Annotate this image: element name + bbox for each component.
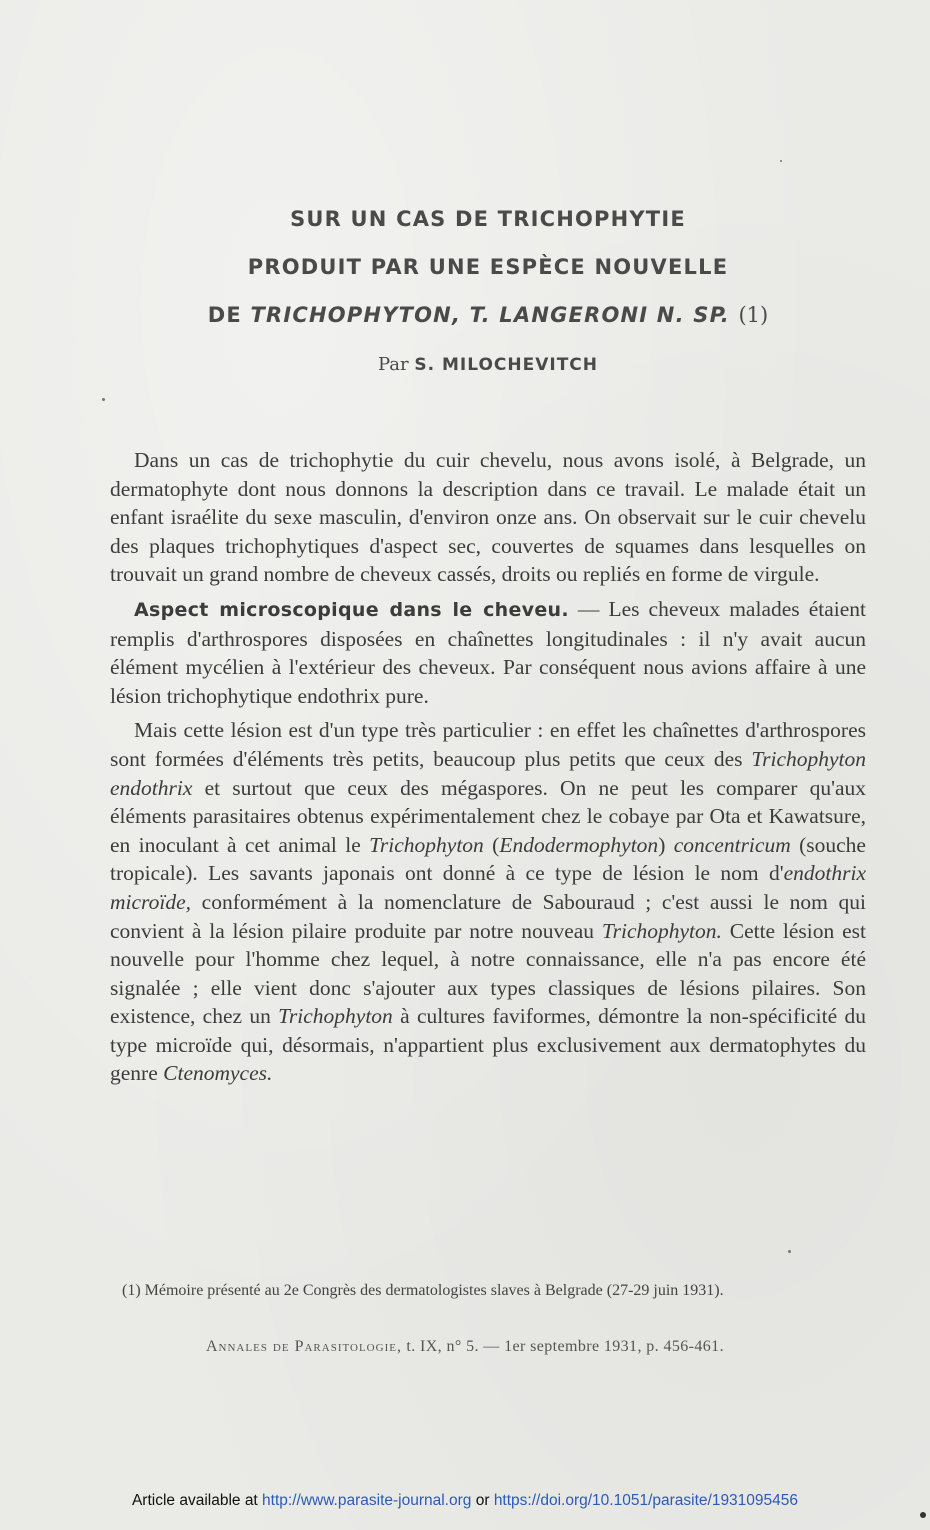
p3-text-a: Mais cette lésion est d'un type très particulier : en effet les chaînettes d'arthrospores sont formées d'éléments très petits, beaucoup plus petits que ceux des bbox=[110, 718, 866, 771]
article-title bbox=[0, 200, 930, 344]
journal-name: Annales de Parasitologie, bbox=[205, 1338, 402, 1355]
paragraph-2-text: — Les cheveux malades étaient remplis d'arthrospores disposées en chaînettes longitudinales : il n'y avait aucun élément mycélien à l'extérieur des cheveux. Par conséquent nous avions affaire à une lésion trichophytique endothrix pure. bbox=[110, 596, 866, 708]
journal-reference bbox=[0, 1338, 930, 1356]
scan-speck bbox=[780, 160, 782, 162]
scan-speck bbox=[920, 1512, 926, 1518]
banner-prefix: Article available at bbox=[131, 1492, 263, 1509]
availability-banner bbox=[0, 1492, 930, 1510]
banner-middle: or bbox=[471, 1492, 494, 1509]
p3-text-k: conformément à la nomenclature de Sabouraud ; c'est aussi le nom qui convient à la lésion pilaire produite par notre nouveau bbox=[110, 889, 866, 943]
p3-text-i: (souche tropicale). Les savants japonais ont donné à ce type de lésion le nom d' bbox=[110, 832, 866, 886]
scan-speck bbox=[788, 1250, 791, 1253]
title-line-3-prefix: DE bbox=[207, 303, 251, 327]
doi-link[interactable]: https://doi.org/10.1051/parasite/1931095456 bbox=[493, 1492, 799, 1509]
p3-italic-f: Endodermophyton bbox=[499, 832, 659, 857]
title-footnote-ref: (1) bbox=[738, 303, 769, 327]
p3-italic-p: Ctenomyces. bbox=[163, 1061, 273, 1086]
p3-text-e: ( bbox=[483, 832, 500, 857]
p3-italic-d: Trichophyton bbox=[369, 832, 484, 857]
p3-text-c: et surtout que ceux des mégaspores. On ne peut les comparer qu'aux éléments parasitaires obtenus expérimentalement chez le cobaye par Ota et Kawatsure, en inoculant à cet animal le bbox=[110, 775, 866, 857]
article-body bbox=[110, 446, 866, 1094]
footnote: (1) Mémoire présenté au 2e Congrès des dermatologistes slaves à Belgrade (27-29 juin 1931). bbox=[122, 1282, 724, 1299]
title-line-1: SUR UN CAS DE TRICHOPHYTIE bbox=[290, 207, 686, 231]
journal-website-link[interactable]: http://www.parasite-journal.org bbox=[262, 1492, 472, 1509]
scan-speck bbox=[102, 398, 105, 401]
byline bbox=[0, 354, 930, 375]
title-line-3-italic: TRICHOPHYTON, T. LANGERONI N. SP. bbox=[250, 303, 730, 327]
p3-italic-b: Trichophyton endothrix bbox=[110, 746, 866, 800]
title-line-3 bbox=[0, 296, 930, 344]
p3-italic-l: Trichophyton. bbox=[601, 918, 722, 943]
p3-italic-n: Trichophyton bbox=[278, 1004, 393, 1029]
paragraph-2 bbox=[110, 595, 866, 710]
title-line-2: PRODUIT PAR UNE ESPÈCE NOUVELLE bbox=[247, 255, 729, 279]
p3-text-o: à cultures faviformes, démontre la non-spécificité du type microïde qui, désormais, n'appartient plus exclusivement aux dermatophytes du genre bbox=[110, 1004, 866, 1086]
paragraph-1: Dans un cas de trichophytie du cuir chevelu, nous avons isolé, à Belgrade, un dermatophyte dont nous donnons la description dans ce travail. Le malade était un enfant israélite du sexe masculin, d'environ onze ans. On observait sur le cuir chevelu des plaques trichophytiques d'aspect sec, couvertes de squames dans lesquelles on trouvait un grand nombre de cheveux cassés, droits ou repliés en forme de virgule. bbox=[110, 448, 866, 587]
section-heading: Aspect microscopique dans le cheveu. bbox=[134, 598, 569, 621]
p3-italic-h: concentricum bbox=[673, 832, 791, 857]
journal-details: t. IX, n° 5. — 1er septembre 1931, p. 456-461. bbox=[401, 1338, 724, 1355]
paragraph-3 bbox=[110, 716, 866, 1088]
p3-italic-j: endothrix microïde, bbox=[110, 861, 866, 914]
p3-text-m: Cette lésion est nouvelle pour l'homme chez lequel, à notre connaissance, elle n'a pas encore été signalée ; elle vient donc s'ajouter aux types classiques de lésions pilaires. Son existence, chez un bbox=[110, 918, 866, 1029]
byline-prefix: Par bbox=[377, 354, 409, 375]
p3-text-g: ) bbox=[658, 832, 674, 857]
author-name: S. MILOCHEVITCH bbox=[414, 355, 598, 375]
